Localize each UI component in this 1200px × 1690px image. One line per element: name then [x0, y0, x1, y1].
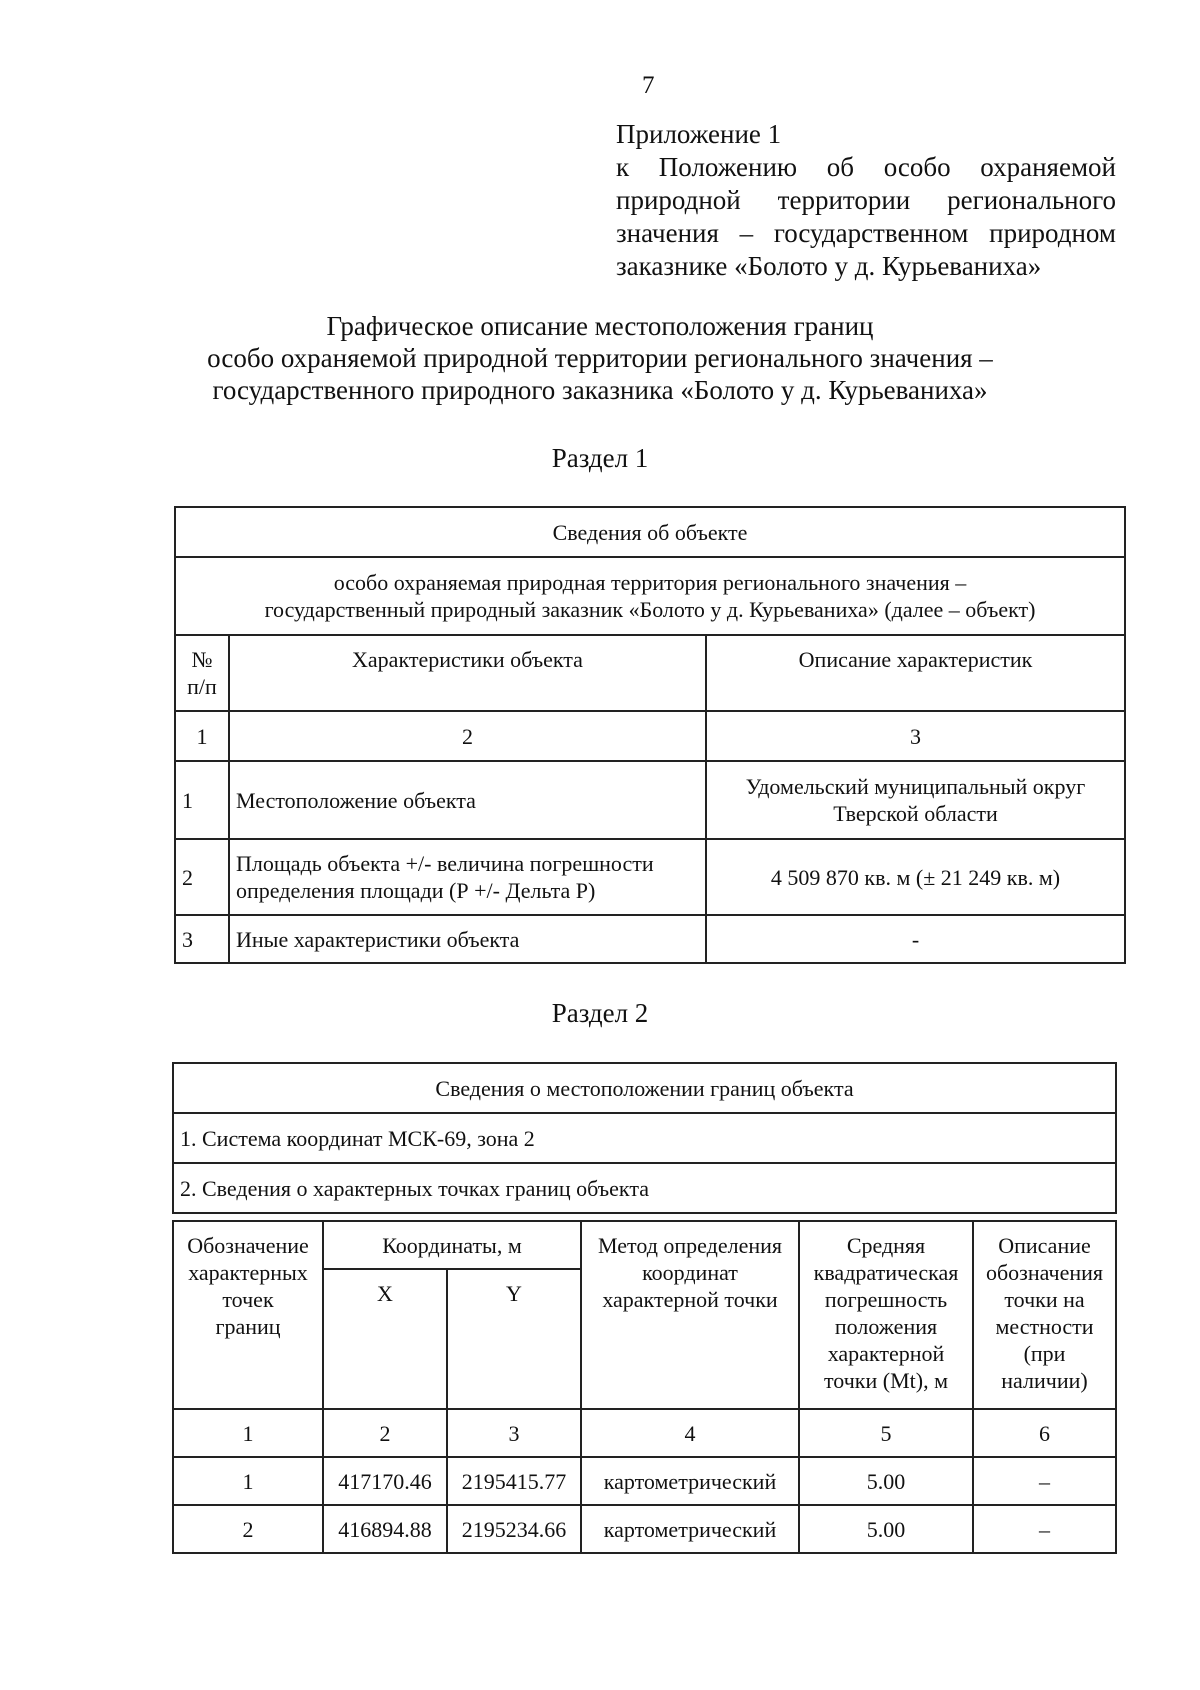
point-mt: 5.00 [799, 1505, 973, 1553]
point-method: картометрический [581, 1457, 799, 1505]
section2-heading: Раздел 2 [551, 998, 649, 1028]
col-desc-header: Описание характеристик [706, 635, 1125, 711]
index-cell: 1 [173, 1409, 323, 1457]
col-num-line: № [191, 647, 213, 672]
point-y: 2195415.77 [447, 1457, 581, 1505]
index-cell: 4 [581, 1409, 799, 1457]
header-line: квадратическая [813, 1260, 959, 1285]
title-line: государственного природного заказника «Болото у д. Курьеваниха» [212, 375, 988, 405]
row-desc-line: Тверской области [833, 801, 998, 826]
document-title [180, 310, 1020, 406]
index-cell: 6 [973, 1409, 1116, 1457]
method-header [581, 1221, 799, 1409]
header-line: Средняя [846, 1233, 926, 1258]
index-cell: 3 [447, 1409, 581, 1457]
header-line: Обозначение [187, 1233, 309, 1258]
page-number: 7 [642, 72, 655, 99]
row-num: 2 [175, 839, 229, 915]
desc-header [973, 1221, 1116, 1409]
point-x: 416894.88 [323, 1505, 447, 1553]
point-id: 2 [173, 1505, 323, 1553]
appendix-block [616, 118, 1116, 283]
header-line: наличии) [1001, 1368, 1088, 1393]
y-header: Y [447, 1269, 581, 1409]
header-line: положения [834, 1314, 938, 1339]
point-id: 1 [173, 1457, 323, 1505]
point-x: 417170.46 [323, 1457, 447, 1505]
index-cell: 3 [706, 711, 1125, 761]
object-name-cell [175, 557, 1125, 635]
appendix-line: заказнике «Болото у д. Курьеваниха» [616, 251, 1042, 281]
section1-heading: Раздел 1 [551, 443, 649, 473]
coords-header: Координаты, м [323, 1221, 581, 1269]
header-line: точек [222, 1287, 274, 1312]
title-line: Графическое описание местоположения границ [326, 311, 874, 341]
index-cell: 5 [799, 1409, 973, 1457]
designation-header [173, 1221, 323, 1409]
header-line: обозначения [985, 1260, 1104, 1285]
point-method: картометрический [581, 1505, 799, 1553]
row-num: 3 [175, 915, 229, 963]
header-line: местности [995, 1314, 1094, 1339]
header-line: точки на [1004, 1287, 1085, 1312]
header-line: (при [1023, 1341, 1066, 1366]
index-cell: 1 [175, 711, 229, 761]
row-num: 1 [175, 761, 229, 839]
row-char-line: определения площади (Р +/- Дельта Р) [236, 878, 596, 903]
object-info-table [174, 506, 1126, 964]
point-y: 2195234.66 [447, 1505, 581, 1553]
row-desc [706, 761, 1125, 839]
row-char: Местоположение объекта [229, 761, 706, 839]
header-line: характерной [827, 1341, 945, 1366]
col-char-header: Характеристики объекта [229, 635, 706, 711]
point-desc: – [973, 1457, 1116, 1505]
col-num-line: п/п [187, 674, 217, 699]
points-table [172, 1220, 1117, 1554]
object-name-line: особо охраняемая природная территория регионального значения – [333, 570, 967, 595]
index-cell: 2 [229, 711, 706, 761]
row-desc-line: Удомельский муниципальный округ [745, 774, 1086, 799]
object-name-line: государственный природный заказник «Болото у д. Курьеваниха» (далее – объект) [264, 597, 1036, 622]
point-desc: – [973, 1505, 1116, 1553]
appendix-line: природной территории регионального [616, 185, 1116, 215]
row-desc: - [706, 915, 1125, 963]
error-header [799, 1221, 973, 1409]
boundary-info-table [172, 1062, 1117, 1214]
row-char: Иные характеристики объекта [229, 915, 706, 963]
appendix-line: значения – государственном природном [616, 218, 1116, 248]
row-char [229, 839, 706, 915]
title-line: особо охраняемой природной территории регионального значения – [207, 343, 993, 373]
row-desc: 4 509 870 кв. м (± 21 249 кв. м) [706, 839, 1125, 915]
header-line: Метод определения [597, 1233, 783, 1258]
header-line: точки (Mt), м [823, 1368, 949, 1393]
appendix-title: Приложение 1 [616, 119, 782, 149]
point-mt: 5.00 [799, 1457, 973, 1505]
index-cell: 2 [323, 1409, 447, 1457]
x-header: X [323, 1269, 447, 1409]
coordinate-system: 1. Система координат МСК-69, зона 2 [173, 1113, 1116, 1163]
col-num-header [175, 635, 229, 711]
header-line: границ [215, 1314, 281, 1339]
header-line: погрешность [824, 1287, 948, 1312]
appendix-line: к Положению об особо охраняемой [616, 152, 1116, 182]
header-line: характерных [188, 1260, 308, 1285]
object-table-title: Сведения об объекте [175, 507, 1125, 557]
header-line: Описание [998, 1233, 1091, 1258]
points-info: 2. Сведения о характерных точках границ объекта [173, 1163, 1116, 1213]
header-line: координат [642, 1260, 738, 1285]
boundary-table-title: Сведения о местоположении границ объекта [173, 1063, 1116, 1113]
row-char-line: Площадь объекта +/- величина погрешности [236, 851, 654, 876]
header-line: характерной точки [602, 1287, 778, 1312]
